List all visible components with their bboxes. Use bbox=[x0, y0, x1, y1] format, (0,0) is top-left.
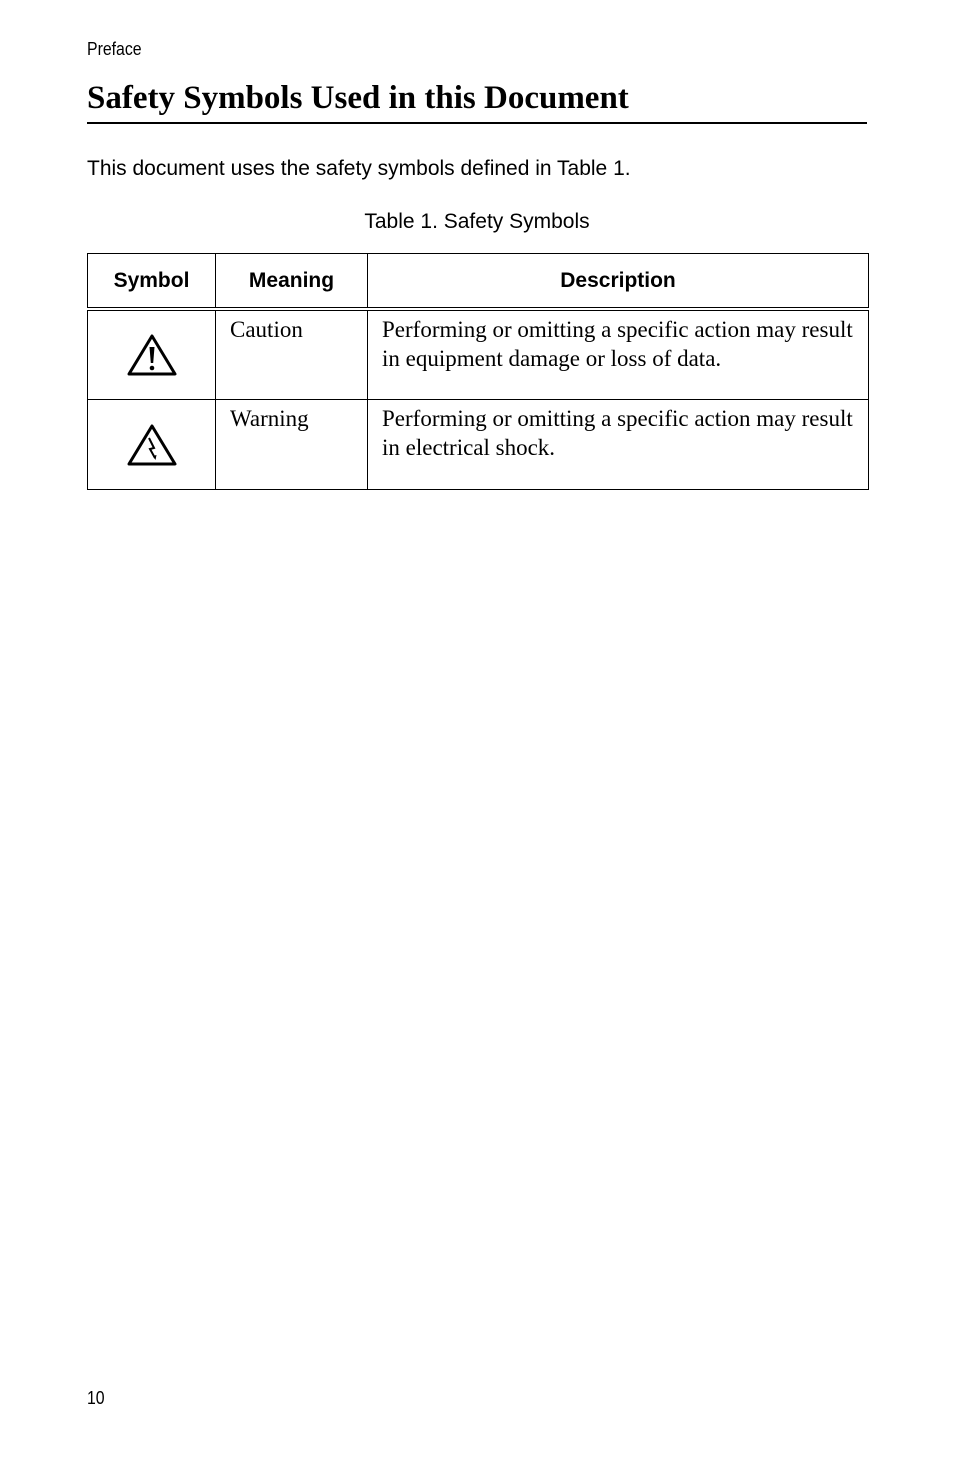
intro-paragraph: This document uses the safety symbols defined in Table 1. bbox=[87, 157, 631, 180]
description-cell: Performing or omitting a specific action may result in equipment damage or loss of data. bbox=[368, 309, 869, 399]
table-row bbox=[88, 309, 869, 399]
table-row bbox=[88, 399, 869, 489]
meaning-cell: Warning bbox=[216, 399, 368, 489]
table-header-row bbox=[88, 254, 869, 310]
description-cell: Performing or omitting a specific action may result in electrical shock. bbox=[368, 399, 869, 489]
column-header-meaning: Meaning bbox=[216, 254, 368, 310]
table-caption: Table 1. Safety Symbols bbox=[364, 210, 590, 233]
caution-triangle-icon bbox=[126, 357, 178, 382]
column-header-description: Description bbox=[368, 254, 869, 310]
page-number: 10 bbox=[87, 1388, 105, 1408]
column-header-symbol: Symbol bbox=[88, 254, 216, 310]
safety-symbols-table bbox=[87, 253, 869, 490]
electrical-warning-triangle-icon bbox=[126, 447, 178, 472]
symbol-cell bbox=[88, 309, 216, 399]
running-header: Preface bbox=[87, 39, 142, 59]
symbol-cell bbox=[88, 399, 216, 489]
meaning-cell: Caution bbox=[216, 309, 368, 399]
page-title: Safety Symbols Used in this Document bbox=[87, 78, 867, 124]
